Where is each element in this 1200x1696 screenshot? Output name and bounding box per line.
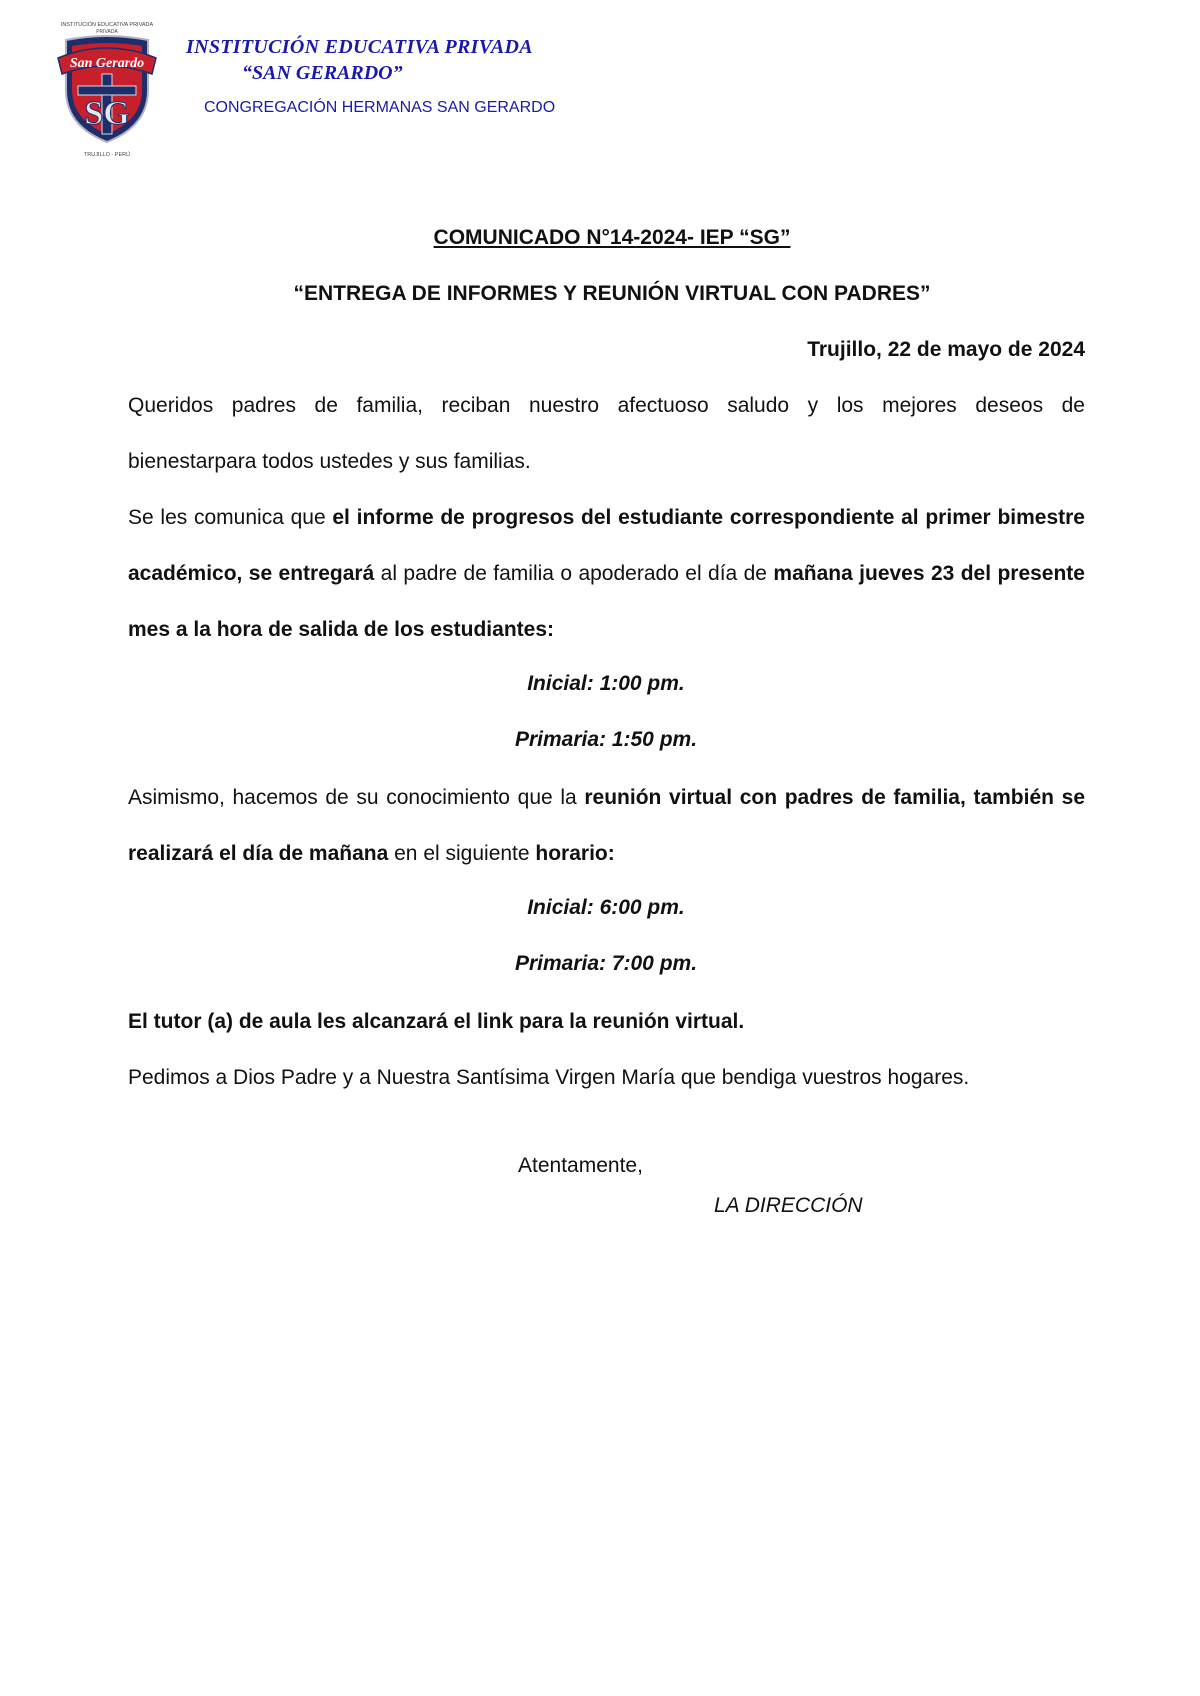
meeting-bold-1: reunión virtual con padres de familia, también se realizará el día de mañana — [128, 786, 1085, 865]
blessing-line: Pedimos a Dios Padre y a Nuestra Santísima Virgen María que bendiga vuestros hogares. — [128, 1066, 970, 1089]
meeting-paragraph — [128, 770, 1085, 882]
document-subtitle: “ENTREGA DE INFORMES Y REUNIÓN VIRTUAL CON PADRES” — [293, 282, 931, 305]
meeting-time-inicial: Inicial: 6:00 pm. — [527, 896, 685, 919]
document-date: Trujillo, 22 de mayo de 2024 — [807, 338, 1085, 361]
delivery-paragraph — [128, 490, 1085, 658]
signature: LA DIRECCIÓN — [714, 1194, 863, 1217]
svg-text:PRIVADA: PRIVADA — [96, 29, 118, 35]
institution-short-name: “SAN GERARDO” — [242, 62, 403, 84]
greeting-line-2: bienestarpara todos ustedes y sus familias. — [128, 450, 531, 473]
school-logo — [52, 18, 162, 160]
congregation-name: CONGREGACIÓN HERMANAS SAN GERARDO — [204, 99, 556, 116]
meeting-intro: Asimismo, hacemos de su conocimiento que la — [128, 786, 585, 809]
greeting-line-1: Queridos padres de familia, reciban nuestro afectuoso saludo y los mejores deseos de — [128, 394, 1085, 417]
closing-salutation: Atentamente, — [518, 1154, 643, 1177]
delivery-time-primaria: Primaria: 1:50 pm. — [514, 728, 698, 751]
meeting-mid: en el siguiente — [388, 842, 536, 865]
institution-name: INSTITUCIÓN EDUCATIVA PRIVADA — [186, 36, 533, 58]
delivery-intro: Se les comunica que — [128, 506, 333, 529]
logo-top-text: INSTITUCIÓN EDUCATIVA PRIVADA — [60, 22, 154, 28]
logo-main-text: San Gerardo — [69, 56, 145, 71]
logo-monogram: SG — [84, 95, 130, 132]
meeting-bold-2: horario: — [535, 842, 615, 865]
delivery-time-inicial: Inicial: 1:00 pm. — [527, 672, 685, 695]
delivery-bold-1: el informe de progresos del estudiante correspondiente al primer bimestre académico, se entregará — [128, 506, 1085, 585]
tutor-note: El tutor (a) de aula les alcanzará el link para la reunión virtual. — [128, 1010, 745, 1033]
logo-bottom-text: TRUJILLO - PERÚ — [83, 152, 131, 158]
delivery-mid: al padre de familia o apoderado el día de — [374, 562, 774, 585]
document-title: COMUNICADO N°14-2024- IEP “SG” — [433, 226, 791, 249]
meeting-time-primaria: Primaria: 7:00 pm. — [514, 952, 698, 975]
delivery-bold-2: mañana jueves 23 del presente mes a la hora de salida de los estudiantes: — [128, 562, 1085, 641]
